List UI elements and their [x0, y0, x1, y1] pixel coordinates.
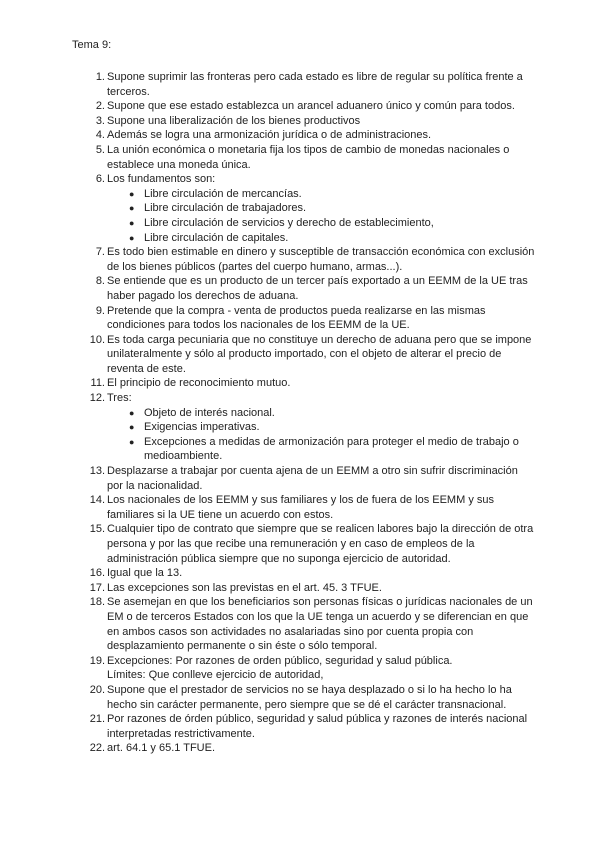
bullet-icon: ●: [129, 407, 135, 418]
tres-list: [107, 406, 535, 464]
item-text: Es toda carga pecuniaria que no constituye un derecho de aduana pero que se impone unilateralmente y sólo al producto importado, con el objeto de alterar el precio de reventa de este.: [107, 333, 532, 375]
item-number: 2.: [95, 100, 105, 113]
fundamento-item: [107, 231, 535, 246]
list-item: [90, 595, 535, 653]
list-item: [90, 274, 535, 303]
list-item: [90, 493, 535, 522]
item-text: Excepciones: Por razones de orden público, seguridad y salud pública.: [107, 654, 453, 667]
item-number: 17.: [89, 581, 105, 594]
limits-text: Límites: Que conlleve ejercicio de autoridad,: [107, 669, 324, 682]
item-number: 3.: [95, 114, 105, 127]
item-text: Además se logra una armonización jurídica o de administraciones.: [107, 129, 432, 142]
item-text: Desplazarse a trabajar por cuenta ajena de un EEMM a otro sin sufrir discriminación por la nacionalidad.: [107, 465, 518, 492]
tres-text: Excepciones a medidas de armonización para proteger el medio de trabajo o medioambiente.: [144, 435, 519, 463]
list-item: [90, 741, 535, 756]
item-text: Supone una liberalización de los bienes productivos: [107, 114, 361, 127]
item-number: 18.: [89, 596, 105, 609]
item-number: 8.: [95, 275, 105, 288]
fundamento-text: Libre circulación de capitales.: [144, 231, 289, 244]
list-item: [90, 712, 535, 741]
bullet-icon: ●: [129, 188, 135, 199]
list-item: [90, 683, 535, 712]
tres-text: Objeto de interés nacional.: [144, 406, 275, 419]
item-text: La unión económica o monetaria fija los tipos de cambio de monedas nacionales o establece una moneda única.: [107, 143, 510, 171]
bullet-icon: ●: [129, 436, 135, 447]
item-text: Supone que ese estado establezca un arancel aduanero único y común para todos.: [107, 100, 515, 113]
item-number: 14.: [89, 494, 105, 507]
fundamento-text: Libre circulación de servicios y derecho de establecimiento,: [144, 216, 434, 229]
item-number: 11.: [90, 377, 105, 390]
item-text: Se asemejan en que los beneficiarios son personas físicas o jurídicas nacionales de un EM o de terceros Estados con los que la UE tenga un acuerdo y se diferencian en que en ambos casos son actividades no asalariadas sino por cuenta propia con desplazamiento permanente o sin éste o sólo temporal.: [107, 596, 533, 653]
list-item: [90, 391, 535, 464]
bullet-icon: ●: [129, 232, 135, 243]
item-number: 13.: [89, 465, 105, 478]
fundamentos-list: [107, 187, 535, 245]
answer-list: [90, 70, 535, 756]
item-text: El principio de reconocimiento mutuo.: [107, 377, 291, 390]
list-item: [90, 304, 535, 333]
bullet-icon: ●: [129, 203, 135, 214]
item-text: Por razones de órden público, seguridad y salud pública y razones de interés nacional interpretadas restrictivamente.: [107, 713, 528, 740]
item-number: 19.: [89, 654, 105, 667]
list-item: [90, 522, 535, 566]
item-number: 9.: [95, 304, 105, 317]
page-title: Tema 9:: [72, 39, 112, 51]
fundamento-text: Libre circulación de trabajadores.: [144, 202, 307, 215]
list-item: [90, 464, 535, 493]
bullet-icon: ●: [129, 422, 135, 433]
item-text: Supone suprimir las fronteras pero cada estado es libre de regular su política frente a terceros.: [107, 71, 523, 98]
tres-item: [107, 420, 535, 435]
item-text: Las excepciones son las previstas en el art. 45. 3 TFUE.: [107, 581, 382, 594]
fundamento-item: [107, 187, 535, 202]
item-number: 4.: [95, 129, 105, 142]
item-text: Tres:: [107, 392, 132, 405]
item-number: 10.: [89, 333, 105, 346]
list-item: [90, 654, 535, 683]
item-number: 22.: [89, 742, 105, 755]
item-text: Se entiende que es un producto de un tercer país exportado a un EEMM de la UE tras haber pagado los derechos de aduana.: [107, 275, 528, 302]
item-text: art. 64.1 y 65.1 TFUE.: [107, 742, 216, 755]
list-item: [90, 566, 535, 581]
item-text: Cualquier tipo de contrato que siempre que se realicen labores bajo la dirección de otra persona y por las que recibe una remuneración y en caso de empleos de la administración pública siempre que no suponga ejercicio de autoridad.: [107, 523, 534, 565]
item-number: 21.: [89, 713, 105, 726]
item-text: Los nacionales de los EEMM y sus familiares y los de fuera de los EEMM y sus familiares si la UE tiene un acuerdo con estos.: [107, 494, 494, 521]
fundamento-item: [107, 216, 535, 231]
item-number: 6.: [95, 173, 105, 186]
item-text: Igual que la 13.: [107, 567, 183, 580]
tres-text: Exigencias imperativas.: [144, 421, 260, 434]
list-item: [90, 99, 535, 114]
list-item: [90, 245, 535, 274]
item-number: 7.: [95, 246, 105, 259]
fundamento-item: [107, 201, 535, 216]
item-text: Es todo bien estimable en dinero y susceptible de transacción económica con exclusión de los bienes públicos (partes del cuerpo humano, armas...).: [107, 246, 535, 273]
bullet-icon: ●: [129, 217, 135, 228]
item-number: 16.: [89, 567, 105, 580]
list-item: [90, 581, 535, 596]
item-number: 5.: [95, 143, 105, 156]
list-item: [90, 333, 535, 377]
item-number: 1.: [95, 71, 105, 83]
list-item: [90, 376, 535, 391]
tres-item: [107, 406, 535, 421]
list-item: [90, 143, 535, 172]
list-item: [90, 114, 535, 129]
item-text: Supone que el prestador de servicios no se haya desplazado o si lo ha hecho lo ha hecho sin carácter permanente, pero siempre que se dé el carácter transnacional.: [107, 683, 512, 711]
item-number: 15.: [89, 523, 105, 536]
item-number: 12.: [89, 392, 105, 405]
tres-item: [107, 435, 535, 464]
item-text: Los fundamentos son:: [107, 173, 216, 186]
item-number: 20.: [89, 683, 105, 696]
list-item: [90, 172, 535, 245]
list-item: [90, 128, 535, 143]
fundamento-text: Libre circulación de mercancías.: [144, 187, 302, 200]
list-item: [90, 70, 535, 99]
item-text: Pretende que la compra - venta de productos pueda realizarse en las mismas condiciones para todos los nacionales de los EEMM de la UE.: [107, 304, 486, 332]
